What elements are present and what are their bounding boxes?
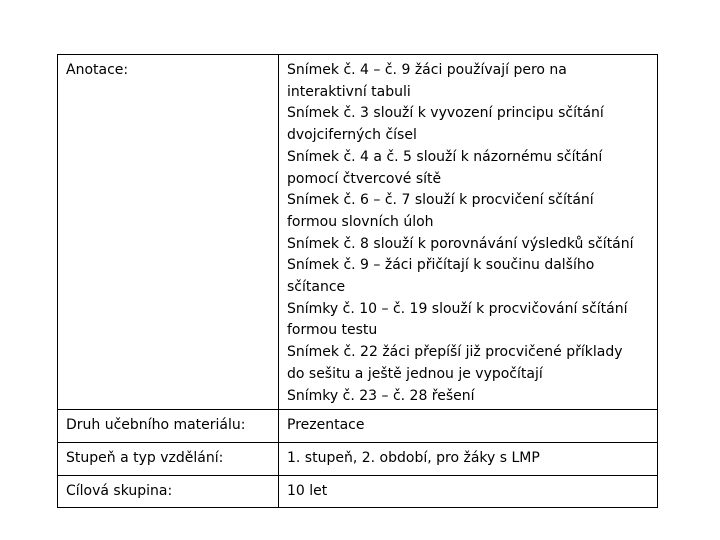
education-value: 1. stupeň, 2. období, pro žáky s LMP xyxy=(279,442,658,475)
annotation-line: formou testu xyxy=(287,322,378,339)
education-row xyxy=(58,442,658,475)
annotation-line: do sešitu a ještě jednou je vypočítají xyxy=(287,365,543,382)
annotation-line: Snímek č. 6 – č. 7 slouží k procvičení sčítání xyxy=(287,192,594,209)
target-group-label: Cílová skupina: xyxy=(58,475,279,508)
annotation-line: Snímky č. 23 – č. 28 řešení xyxy=(287,387,475,404)
material-value: Prezentace xyxy=(279,410,658,443)
annotation-line: Snímek č. 22 žáci přepíší již procvičené příklady xyxy=(287,344,623,361)
annotation-line: Snímek č. 8 slouží k porovnávání výsledků sčítání xyxy=(287,235,634,252)
annotation-line: Snímek č. 9 – žáci přičítají k součinu dalšího xyxy=(287,257,595,274)
target-group-row xyxy=(58,475,658,508)
annotation-line: Snímek č. 4 a č. 5 slouží k názornému sčítání xyxy=(287,148,603,165)
annotation-row xyxy=(58,55,658,410)
annotation-line: Snímek č. 3 slouží k vyvození principu sčítání xyxy=(287,105,604,122)
material-row xyxy=(58,410,658,443)
annotation-line: Snímky č. 10 – č. 19 slouží k procvičování sčítání xyxy=(287,300,628,317)
annotation-line: formou slovních úloh xyxy=(287,213,434,230)
annotation-value xyxy=(279,55,658,410)
target-group-value: 10 let xyxy=(279,475,658,508)
annotation-line: Snímek č. 4 – č. 9 žáci používají pero na xyxy=(287,62,567,78)
material-label: Druh učebního materiálu: xyxy=(58,410,279,443)
info-table xyxy=(57,54,658,508)
annotation-line: interaktivní tabuli xyxy=(287,83,411,100)
annotation-label: Anotace: xyxy=(58,55,279,410)
annotation-line: dvojciferných čísel xyxy=(287,127,417,144)
annotation-line: sčítance xyxy=(287,279,346,296)
education-label: Stupeň a typ vzdělání: xyxy=(58,442,279,475)
annotation-line: pomocí čtvercové sítě xyxy=(287,170,442,187)
